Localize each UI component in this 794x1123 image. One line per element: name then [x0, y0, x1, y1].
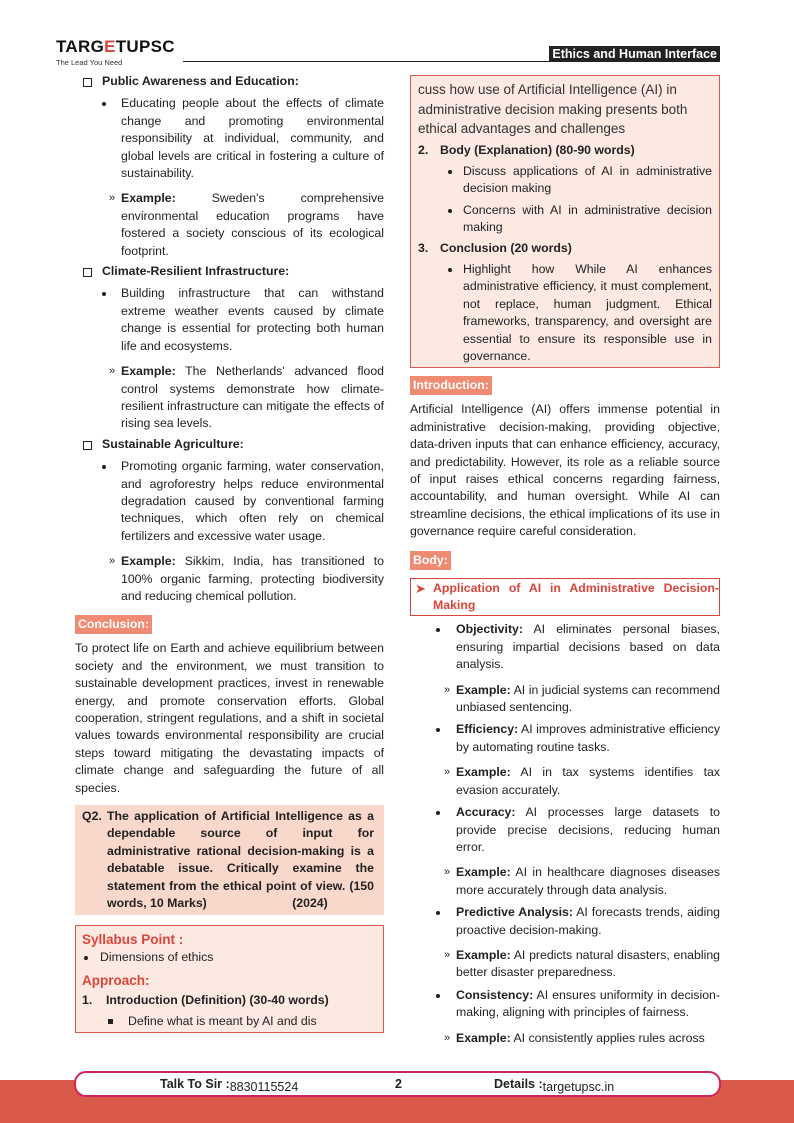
example: » Example: AI consistently applies rules across: [410, 1030, 720, 1047]
bullet-icon: [436, 811, 440, 815]
introduction-text: Artificial Intelligence (AI) offers immense potential in administrative decision-making, providing objective, data-driven inputs that can enhance efficiency, accuracy, and predictability. However, its role as a reliable source of input raises ethical concerns regarding fairness, accountability, and human oversight. While AI can streamline decisions, the ethical implications of its use in governance require careful consideration.: [410, 402, 720, 539]
bullet-icon: [448, 170, 452, 174]
footer-details: Details : targetupsc.in: [494, 1077, 615, 1094]
footer-contact: Talk To Sir : 8830115524: [160, 1077, 299, 1094]
approach-bullet: Discuss applications of AI in administrative decision making: [418, 163, 712, 198]
double-chevron-icon: »: [444, 948, 451, 961]
approach-box: [75, 925, 384, 1033]
bullet-icon: [436, 728, 440, 732]
square-bullet-icon: [83, 268, 92, 277]
square-bullet-icon: [108, 1019, 113, 1024]
example: » Example: AI in healthcare diagnoses diseases more accurately through data analysis.: [444, 865, 720, 897]
double-chevron-icon: »: [444, 1031, 451, 1044]
question-text: The application of Artificial Intelligence as a dependable source of input for administrative rational decision-making is a debatable issue. Critically examine the statement from the ethical point of view. (150 words, 10 Marks) (2024): [107, 809, 378, 911]
syllabus-heading: Syllabus Point :: [82, 932, 184, 948]
application-heading: ➤ Application of AI in Administrative Decision-Making: [410, 578, 720, 617]
example: » Example: Sweden's comprehensive environmental education programs have fostered a society conscious of its ecological footprint.: [109, 191, 384, 258]
approach-bullet: Highlight how While AI enhances administrative efficiency, it must complement, not replace, human judgment. Ethical frameworks, transparency, and oversight are essential to ensure its responsible use in governance.: [418, 261, 712, 365]
bullet-icon: [436, 911, 440, 915]
question-number: Q2.: [82, 809, 102, 824]
square-bullet-icon: [83, 441, 92, 450]
approach-step: 1. Introduction (Definition) (30-40 words): [82, 992, 329, 1007]
double-chevron-icon: »: [444, 766, 451, 779]
bullet-icon: [448, 268, 452, 272]
bullet-icon: [102, 465, 106, 469]
point: Objectivity: AI eliminates personal biases, ensuring impartial decisions based on data analysis.: [410, 621, 720, 673]
point: Accuracy: AI processes large datasets to provide precise decisions, reducing human error.: [410, 804, 720, 856]
question-box: [75, 805, 384, 915]
section-title: Ethics and Human Interface: [549, 46, 720, 62]
example: » Example: Sikkim, India, has transitioned to 100% organic farming, protecting biodiversity and reducing chemical pollution.: [109, 554, 385, 603]
double-chevron-icon: »: [109, 365, 116, 378]
topic-bullet: Promoting organic farming, water conservation, and agroforestry helps reduce environmental degradation caused by conventional farming techniques, which often rely on chemical fertilizers and excessive water usage.: [75, 458, 384, 545]
topic-bullet: Educating people about the effects of climate change and promoting environmental responsibility at individual, community, and global levels are critical in fostering a culture of sustainability.: [75, 95, 384, 182]
point: Predictive Analysis: AI forecasts trends, aiding proactive decision-making.: [410, 904, 720, 939]
approach-bullet: Concerns with AI in administrative decision making: [418, 202, 712, 237]
bullet-icon: [436, 994, 440, 998]
bullet-icon: [102, 102, 106, 106]
approach-box-continued: [410, 75, 720, 368]
footer: [74, 1071, 721, 1097]
bullet-icon: [448, 209, 452, 213]
approach-step: 2. Body (Explanation) (80-90 words): [418, 142, 635, 157]
body-label: Body:: [410, 551, 451, 570]
topic-bullet: Building infrastructure that can withstand extreme weather events caused by climate change is essential for protecting both human life and ecosystems.: [75, 285, 384, 355]
topic-heading: Climate-Resilient Infrastructure:: [75, 263, 384, 280]
left-column: [75, 72, 384, 1033]
point: Consistency: AI ensures uniformity in decision-making, aligning with principles of fairness.: [410, 987, 720, 1022]
example: » Example: AI in tax systems identifies tax evasion accurately.: [444, 765, 720, 797]
topic-heading: Public Awareness and Education:: [75, 73, 384, 90]
page-number: 2: [395, 1077, 402, 1091]
example: » Example: AI in judicial systems can recommend unbiased sentencing.: [444, 682, 720, 715]
topic-heading: Sustainable Agriculture:: [75, 436, 384, 453]
introduction-label: Introduction:: [410, 376, 492, 395]
example: » Example: The Netherlands' advanced flood control systems demonstrate how climate-resilient infrastructure can mitigate the effects of rising sea levels.: [109, 364, 384, 431]
double-chevron-icon: »: [444, 683, 451, 696]
conclusion-label: Conclusion:: [75, 615, 152, 634]
approach-continued-text: cuss how use of Artificial Intelligence (AI) in administrative decision making presents both ethical advantages and challenges: [418, 82, 688, 136]
approach-substep: Define what is meant by AI and dis: [82, 1013, 377, 1030]
logo-tagline: The Lead You Need: [56, 58, 123, 68]
square-bullet-icon: [83, 78, 92, 87]
approach-heading: Approach:: [82, 972, 150, 988]
logo: [56, 38, 175, 72]
syllabus-item: Dimensions of ethics: [82, 949, 377, 966]
bullet-icon: [436, 628, 440, 632]
conclusion-text: To protect life on Earth and achieve equilibrium between society and the environment, we must transition to sustainable development practices, invest in renewable energy, and promote conservation efforts. Global cooperation, stringent regulations, and a shift in societal values towards environmental responsibility are crucial steps toward mitigating the devastating impacts of climate change and safeguarding the future of all species.: [75, 641, 384, 795]
approach-step: 3. Conclusion (20 words): [418, 240, 572, 255]
point: Efficiency: AI improves administrative efficiency by automating routine tasks.: [410, 721, 720, 756]
logo-text: TARGETUPSC: [56, 37, 175, 56]
double-chevron-icon: »: [109, 192, 116, 205]
double-chevron-icon: »: [444, 866, 451, 879]
bullet-icon: [102, 292, 106, 296]
example: » Example: AI predicts natural disasters, enabling better disaster preparedness.: [444, 947, 720, 980]
right-column: [410, 75, 720, 1047]
arrow-right-icon: ➤: [415, 580, 426, 596]
bullet-icon: [84, 956, 88, 960]
double-chevron-icon: »: [109, 555, 116, 568]
